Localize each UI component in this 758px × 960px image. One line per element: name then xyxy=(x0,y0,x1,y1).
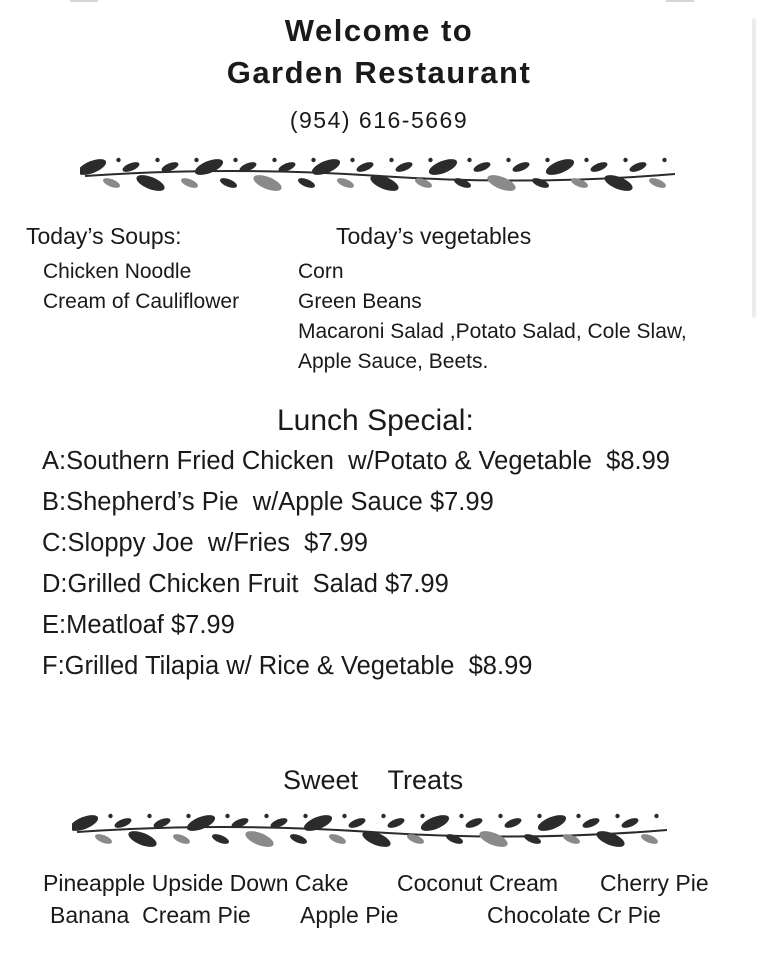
phone-number: (954) 616-5669 xyxy=(289,107,469,133)
vegetable-item: Corn xyxy=(298,260,344,283)
lunch-special-item: D:Grilled Chicken Fruit Salad $7.99 xyxy=(42,570,449,598)
lunch-special-item: E:Meatloaf $7.99 xyxy=(42,611,235,639)
lunch-special-item: A:Southern Fried Chicken w/Potato & Vegetable $8.99 xyxy=(42,447,670,475)
vegetables-heading: Today’s vegetables xyxy=(336,223,532,249)
soup-item: Chicken Noodle xyxy=(43,260,192,283)
soups-heading: Today’s Soups: xyxy=(26,223,182,249)
vegetable-item: Green Beans xyxy=(298,290,422,313)
page-title-line1: Welcome to xyxy=(284,13,474,48)
top-edge-mark xyxy=(666,0,694,2)
vegetable-item: Apple Sauce, Beets. xyxy=(298,350,489,373)
sweet-treats-heading: Sweet Treats xyxy=(283,765,464,795)
dessert-item: Chocolate Cr Pie xyxy=(487,902,661,928)
leaf-vine-icon xyxy=(72,806,672,856)
lunch-special-item: C:Sloppy Joe w/Fries $7.99 xyxy=(42,529,368,557)
vegetable-item: Macaroni Salad ,Potato Salad, Cole Slaw, xyxy=(298,320,687,343)
leaf-vine-icon xyxy=(80,150,680,200)
soup-item: Cream of Cauliflower xyxy=(43,290,240,313)
dessert-item: Banana Cream Pie xyxy=(50,902,251,928)
dessert-item: Coconut Cream xyxy=(397,870,559,896)
page-title-line2: Garden Restaurant xyxy=(226,55,532,90)
lunch-special-item: B:Shepherd’s Pie w/Apple Sauce $7.99 xyxy=(42,488,494,516)
lunch-special-heading: Lunch Special: xyxy=(277,404,474,437)
dessert-item: Pineapple Upside Down Cake xyxy=(43,870,349,896)
top-edge-mark xyxy=(70,0,98,2)
dessert-item: Cherry Pie xyxy=(600,870,709,896)
lunch-special-item: F:Grilled Tilapia w/ Rice & Vegetable $8.99 xyxy=(42,652,533,680)
dessert-item: Apple Pie xyxy=(300,902,399,928)
